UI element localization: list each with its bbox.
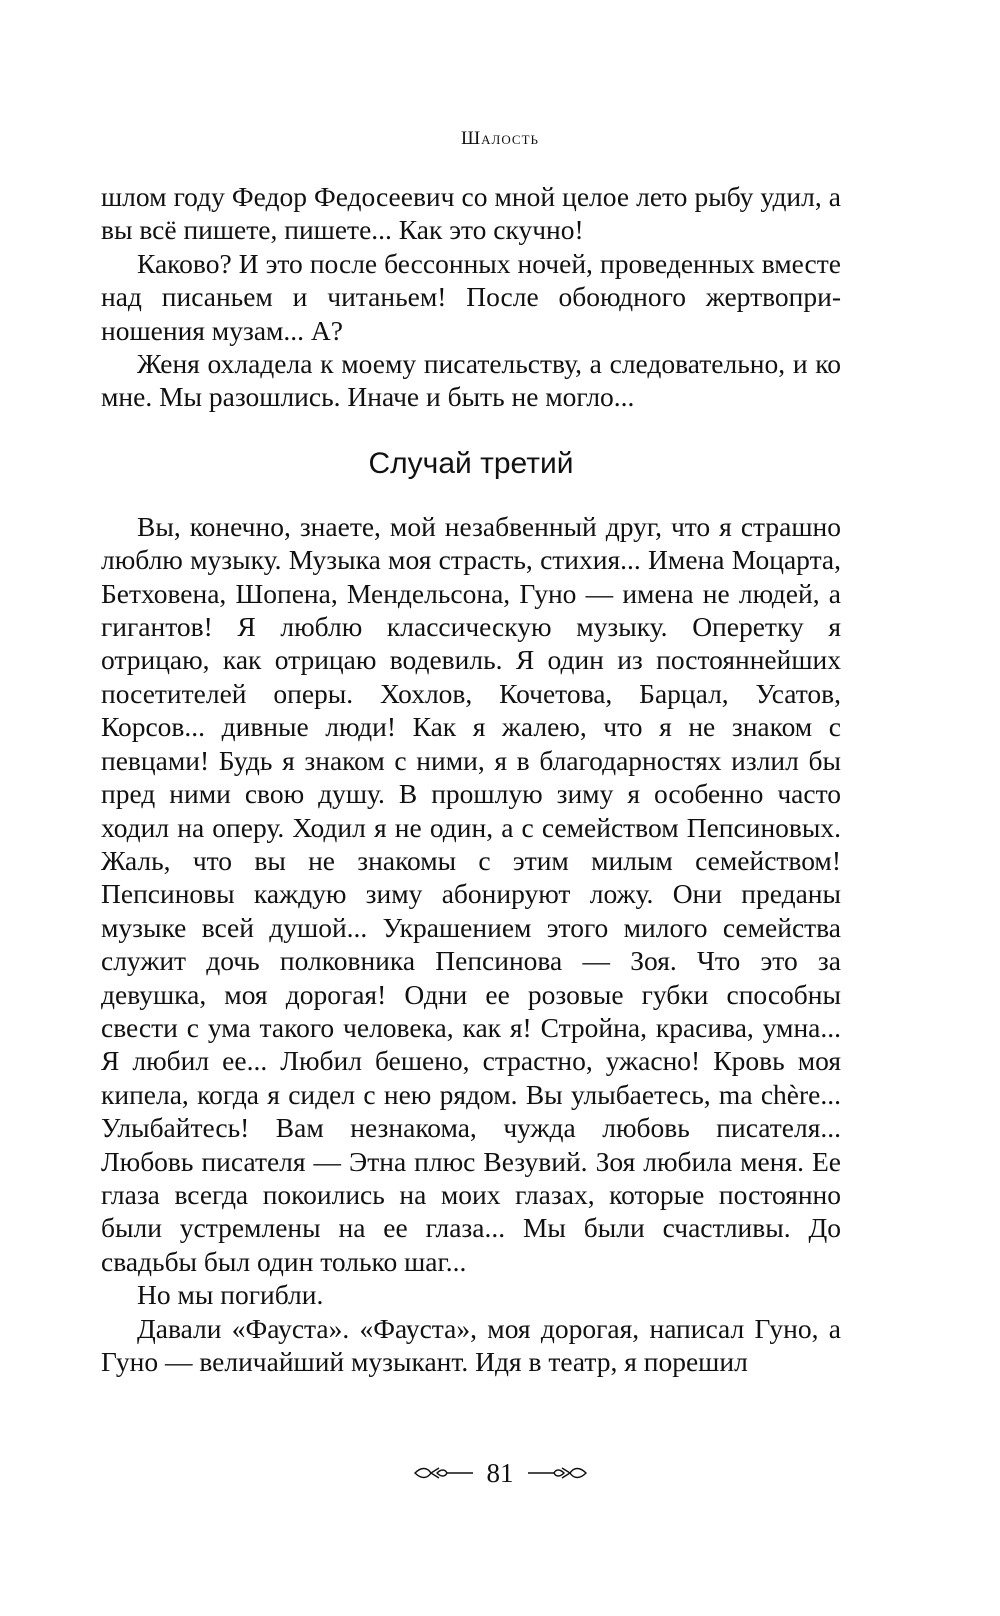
chapter-title: Случай третий [368,446,574,480]
paragraph-continued: шлом году Федор Федосеевич со мной целое лето рыбу удил, а вы всё пишете, пишете... Как это скучно! [101,181,841,246]
page-number: 81 [486,1458,514,1488]
paragraph: Но мы погибли. [137,1279,324,1311]
page-footer [0,1458,1000,1488]
paragraph: Давали «Фауста». «Фауста», моя дорогая, написал Гуно, а Гуно — величайший музыкант. Идя в театр, я порешил [101,1312,841,1377]
paragraph: Каково? И это после бессонных ночей, проведенных вместе над писаньем и читаньем! После обоюдного жертвоприношения музам... А? [101,247,841,346]
main-text [101,180,841,1378]
paragraph: Вы, конечно, знаете, мой незабвенный друг, что я страшно люблю музыку. Музыка моя страсть, стихия... Имена Моцарта, Бетховена, Шопена, Мендельсона, Гуно — имена не людей, а гигантов! Я люблю классическую музыку. Оперетку я отрицаю, как отрицаю водевиль. Я один из постояннейших посетителей оперы. Хохлов, Кочетова, Барцал, Усатов, Корсов... дивные люди! Как я жалею, что я не знаком с певцами! Будь я знаком с ними, я в благодарностях излил бы пред ними свою душу. В прошлую зиму я особенно часто ходил на оперу. Ходил я не один, а с семейством Пепсиновых. Жаль, что вы не знакомы с этим милым семейством! Пепсиновы каждую зиму абонируют ложу. Они преданы музыке всей душой... Украшением этого милого семейства служит дочь полковника Пепсинова — Зоя. Что это за девушка, моя дорогая! Одни ее розовые губки способны свести с ума такого человека, как я! Стройна, красива, умна... Я любил ее... Любил бешено, страстно, ужасно! Кровь моя кипела, когда я сидел с нею рядом. Вы улыбаетесь, ma chère... Улыбайтесь! Вам незнакома, чужда любовь писателя... Любовь писателя — Этна плюс Везувий. Зоя любила меня. Ее глаза всегда покоились на моих глазах, которые постоянно были устремлены на ее глаза... Мы были счастливы. До свадьбы был один только шаг... [101,510,841,1277]
running-header: Шалость [461,128,539,149]
ornament-flourish-icon [413,1465,475,1481]
ornament-flourish-icon [526,1465,588,1481]
paragraph: Женя охладела к моему писательству, а следовательно, и ко мне. Мы разошлись. Иначе и быть не могло... [101,348,841,413]
